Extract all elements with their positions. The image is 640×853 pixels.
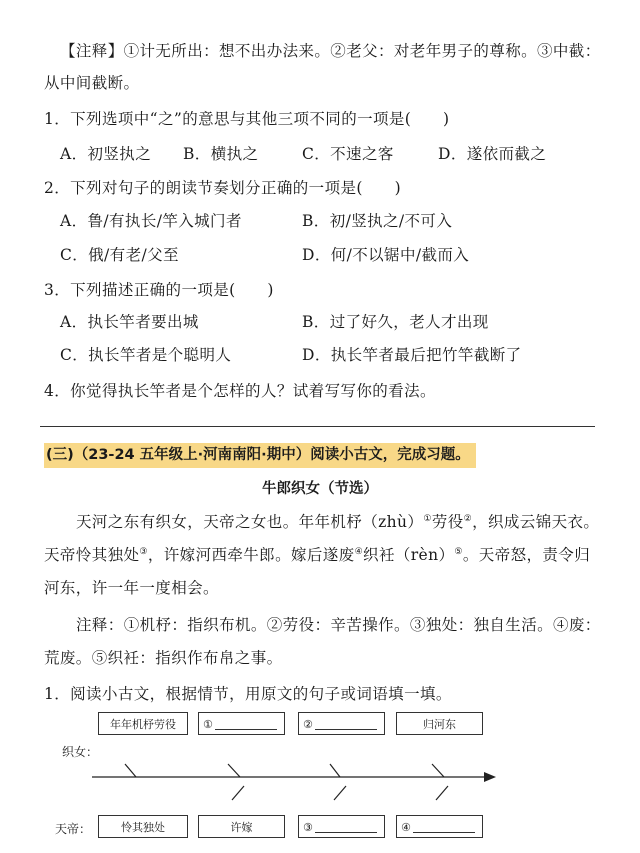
q3-option-d: D．执长竿者最后把竹竿截断了	[302, 346, 522, 364]
plot-box-bottom-1: 怜其独处	[98, 815, 188, 838]
section-divider	[40, 426, 595, 427]
question-1-stem: 1．下列选项中“之”的意思与其他三项不同的一项是( )	[44, 110, 450, 128]
plot-box-top-1: 年年机杼劳役	[98, 712, 188, 735]
plot-box-top-3[interactable]: ②	[298, 712, 385, 735]
section-header: (三)（23-24 五年级上·河南南阳·期中）阅读小古文，完成习题。	[44, 443, 476, 468]
q1-option-d: D．遂依而截之	[438, 145, 547, 163]
plot-box-top-2[interactable]: ①	[198, 712, 285, 735]
q1-option-a: A．初竖执之	[60, 145, 152, 163]
passage-line-2: 天帝怜其独处③，许嫁河西牵牛郎。嫁后遂废④织衽（rèn）⑤。天帝怒，责令归	[44, 546, 591, 564]
q1-option-b: B．横执之	[183, 145, 259, 163]
passage-title: 牛郎织女（节选）	[262, 481, 378, 497]
part2-question-1: 1．阅读小古文，根据情节，用原文的句子或词语填一填。	[44, 685, 452, 703]
passage-notes: 注释：①机杼：指织布机。②劳役：辛苦操作。③独处：独自生活。④废：	[76, 616, 601, 634]
emperor-label: 天帝：	[55, 822, 92, 836]
q2-option-c: C．俄/有老/父至	[60, 246, 179, 264]
plot-box-top-4: 归河东	[396, 712, 483, 735]
plot-box-bottom-4[interactable]: ④	[396, 815, 483, 838]
q3-option-c: C．执长竿者是个聪明人	[60, 346, 232, 364]
q3-option-a: A．执长竿者要出城	[60, 313, 199, 331]
passage-line-3: 河东，许一年一度相会。	[44, 579, 219, 597]
question-4: 4．你觉得执长竿者是个怎样的人？试着写写你的看法。	[44, 382, 436, 400]
weaver-girl-label: 织女：	[62, 745, 99, 759]
q2-option-d: D．何/不以锯中/截而入	[302, 246, 470, 264]
annotation-note-continued: 从中间截断。	[44, 74, 140, 92]
plot-box-bottom-3[interactable]: ③	[298, 815, 385, 838]
q3-option-b: B．过了好久，老人才出现	[302, 313, 489, 331]
question-2-stem: 2．下列对句子的朗读节奏划分正确的一项是( )	[44, 179, 402, 197]
q1-option-c: C．不速之客	[302, 145, 394, 163]
passage-notes-continued: 荒废。⑤织衽：指织作布帛之事。	[44, 649, 283, 667]
q2-option-a: A．鲁/有执长/竿入城门者	[60, 212, 242, 230]
question-3-stem: 3．下列描述正确的一项是( )	[44, 281, 274, 299]
q2-option-b: B．初/竖执之/不可入	[302, 212, 453, 230]
plot-box-bottom-2: 许嫁	[198, 815, 285, 838]
plot-timeline	[0, 760, 640, 810]
annotation-note: 【注释】①计无所出：想不出办法来。②老父：对老年男子的尊称。③中截：	[60, 42, 601, 60]
passage-line-1: 天河之东有织女，天帝之女也。年年机杼（zhù）①劳役②，织成云锦天衣。	[76, 513, 600, 531]
